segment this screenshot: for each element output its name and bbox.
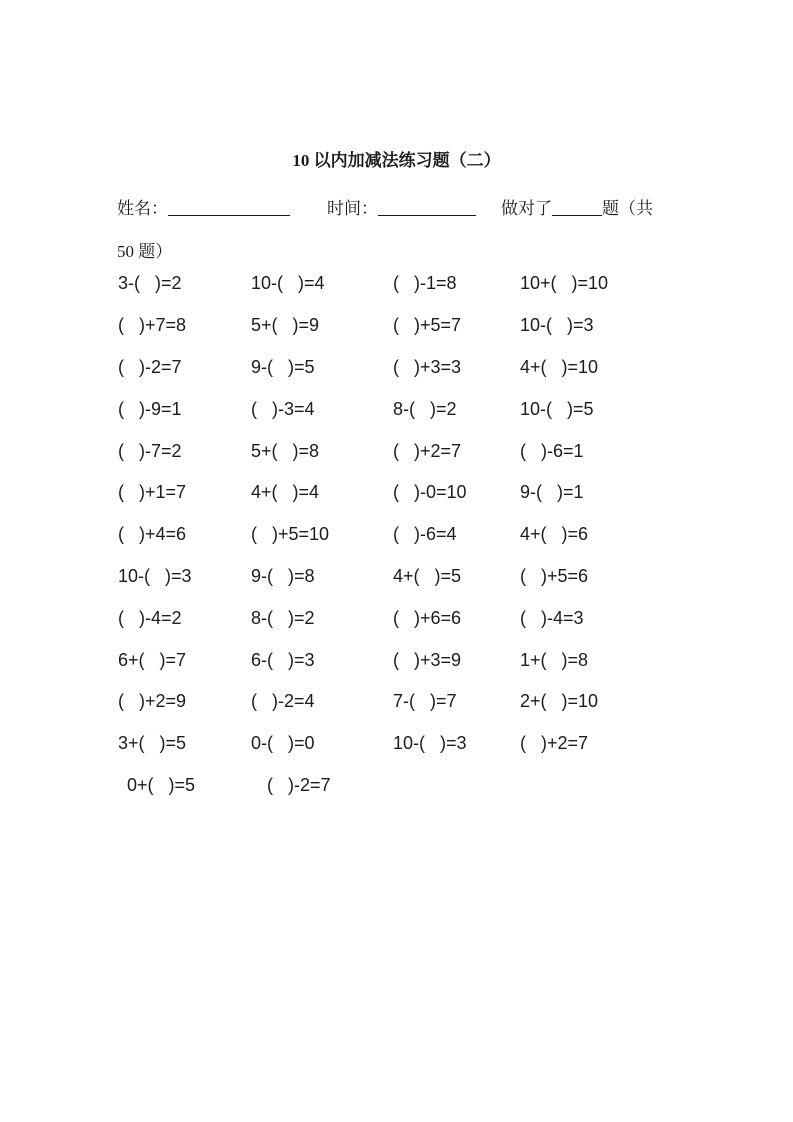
problem-row bbox=[0, 305, 793, 347]
problem-cell: ( )-0=10 bbox=[393, 482, 467, 503]
problem-cell: 0-( )=0 bbox=[251, 733, 315, 754]
problem-cell: ( )+2=7 bbox=[393, 440, 462, 461]
problem-row bbox=[0, 263, 793, 305]
score-blank-line bbox=[552, 201, 602, 216]
problem-row bbox=[0, 681, 793, 723]
problem-cell: 7-( )=7 bbox=[393, 691, 457, 712]
problem-cell: 10-( )=5 bbox=[520, 398, 594, 419]
problem-cell: ( )-6=4 bbox=[393, 524, 457, 545]
problem-cell: 5+( )=9 bbox=[251, 315, 320, 336]
problem-cell: 9-( )=8 bbox=[251, 565, 315, 586]
problem-cell: ( )+3=3 bbox=[393, 356, 462, 377]
name-label: 姓名： bbox=[117, 199, 168, 218]
problem-cell: 4+( )=5 bbox=[393, 565, 462, 586]
problem-cell: 4+( )=4 bbox=[251, 482, 320, 503]
problem-cell: 4+( )=10 bbox=[520, 356, 599, 377]
score-suffix-label: 题（共 bbox=[602, 199, 653, 218]
problem-cell: ( )+5=10 bbox=[251, 524, 330, 545]
problem-row bbox=[0, 723, 793, 765]
problem-cell: 9-( )=5 bbox=[251, 356, 315, 377]
problem-cell: 1+( )=8 bbox=[520, 649, 589, 670]
problem-cell: ( )+7=8 bbox=[118, 315, 187, 336]
problem-cell: ( )+5=7 bbox=[393, 315, 462, 336]
problem-cell: 10-( )=4 bbox=[251, 273, 325, 294]
problem-row bbox=[0, 347, 793, 389]
problem-cell: 3+( )=5 bbox=[118, 733, 187, 754]
problem-cell: 5+( )=8 bbox=[251, 440, 320, 461]
problem-cell: 6-( )=3 bbox=[251, 649, 315, 670]
time-label: 时间： bbox=[327, 199, 378, 218]
problem-cell: ( )-1=8 bbox=[393, 273, 457, 294]
problem-cell: 3-( )=2 bbox=[118, 273, 182, 294]
problem-row bbox=[0, 765, 793, 807]
problem-cell: 9-( )=1 bbox=[520, 482, 584, 503]
problem-cell: 2+( )=10 bbox=[520, 691, 599, 712]
header-line bbox=[117, 194, 653, 219]
problem-cell: ( )+1=7 bbox=[118, 482, 187, 503]
problem-row bbox=[0, 430, 793, 472]
problem-row bbox=[0, 388, 793, 430]
problem-cell: ( )+5=6 bbox=[520, 565, 589, 586]
problem-cell: ( )-2=7 bbox=[267, 774, 331, 795]
problem-cell: ( )+6=6 bbox=[393, 607, 462, 628]
problem-cell: ( )-3=4 bbox=[251, 398, 315, 419]
problem-cell: 10-( )=3 bbox=[118, 565, 192, 586]
problem-row bbox=[0, 597, 793, 639]
problem-row bbox=[0, 472, 793, 514]
problem-cell: 10+( )=10 bbox=[520, 273, 609, 294]
problem-cell: ( )-2=4 bbox=[251, 691, 315, 712]
problem-cell: ( )+2=9 bbox=[118, 691, 187, 712]
time-blank-line bbox=[378, 201, 476, 216]
score-prefix-label: 做对了 bbox=[501, 199, 552, 218]
problem-row bbox=[0, 514, 793, 556]
problem-cell: 8-( )=2 bbox=[251, 607, 315, 628]
problem-cell: ( )-4=3 bbox=[520, 607, 584, 628]
problem-cell: ( )+4=6 bbox=[118, 524, 187, 545]
problem-cell: 4+( )=6 bbox=[520, 524, 589, 545]
problem-cell: ( )-9=1 bbox=[118, 398, 182, 419]
problem-cell: 8-( )=2 bbox=[393, 398, 457, 419]
page-title: 10 以内加减法练习题（二） bbox=[292, 151, 501, 170]
problem-cell: 10-( )=3 bbox=[393, 733, 467, 754]
problem-cell: ( )+2=7 bbox=[520, 733, 589, 754]
total-count-label: 50 题） bbox=[117, 242, 173, 261]
problem-cell: 6+( )=7 bbox=[118, 649, 187, 670]
problem-row bbox=[0, 639, 793, 681]
problem-cell: ( )+3=9 bbox=[393, 649, 462, 670]
problem-row bbox=[0, 556, 793, 598]
problems-grid bbox=[0, 263, 793, 806]
problem-cell: ( )-6=1 bbox=[520, 440, 584, 461]
name-blank-line bbox=[168, 201, 290, 216]
problem-cell: ( )-7=2 bbox=[118, 440, 182, 461]
problem-cell: 0+( )=5 bbox=[127, 774, 196, 795]
problem-cell: ( )-2=7 bbox=[118, 356, 182, 377]
problem-cell: 10-( )=3 bbox=[520, 315, 594, 336]
problem-cell: ( )-4=2 bbox=[118, 607, 182, 628]
